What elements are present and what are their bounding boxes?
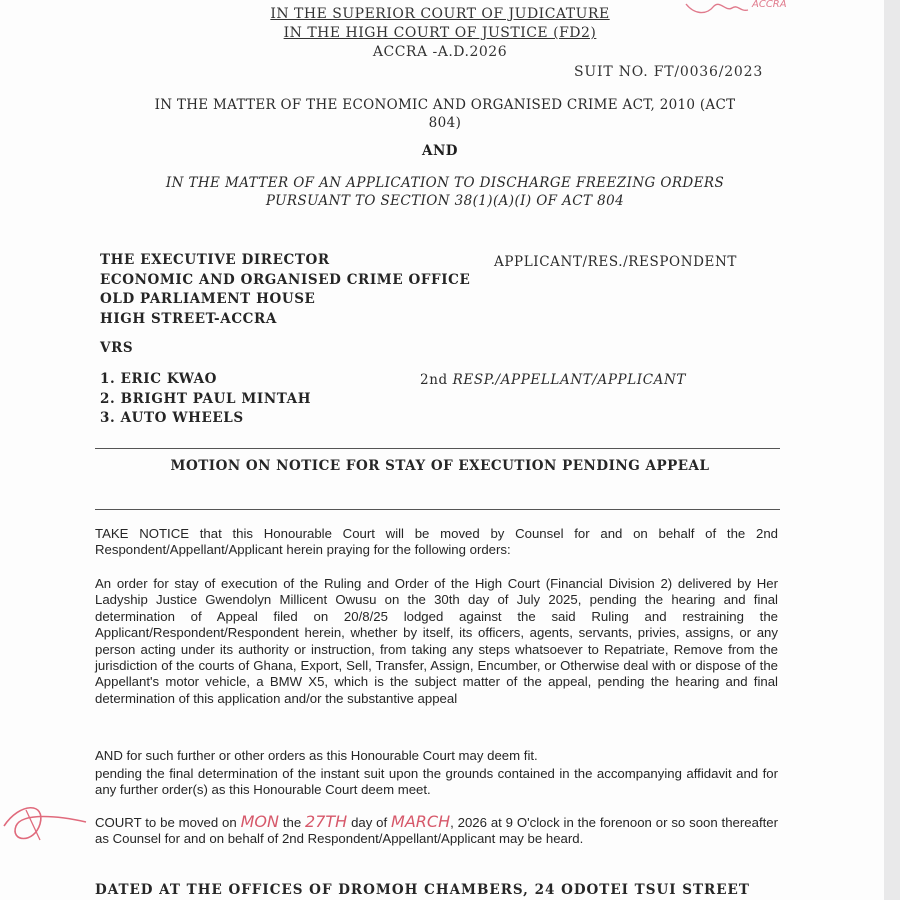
court-moved-rest: , 2026 at 9 O'clock in the forenoon or so soon thereafter as Counsel for and on behalf of 2nd Respondent/Appellant/Applicant may be heard. bbox=[95, 815, 778, 847]
handwritten-day: MON bbox=[240, 812, 279, 831]
and-separator: AND bbox=[421, 143, 459, 159]
respondent-role-prefix: 2nd bbox=[420, 372, 448, 388]
court-header-line1: IN THE SUPERIOR COURT OF JUDICATURE bbox=[270, 6, 610, 22]
dated-line: DATED AT THE OFFICES OF DROMOH CHAMBERS, 24 ODOTEI TSUI STREET bbox=[95, 882, 750, 898]
respondent-role bbox=[420, 372, 686, 388]
respondent-line: 2. BRIGHT PAUL MINTAH bbox=[100, 390, 312, 407]
divider-bottom bbox=[95, 509, 780, 510]
court-header-line3: ACCRA -A.D.2026 bbox=[372, 44, 508, 60]
divider-top bbox=[95, 448, 780, 449]
take-notice-paragraph: TAKE NOTICE that this Honourable Court will be moved by Counsel for and on behalf of the 2nd Respondent/Appellant/Applicant herein praying for the following orders: bbox=[95, 526, 778, 558]
signature-mark bbox=[0, 796, 90, 852]
handwritten-month: MARCH bbox=[391, 812, 451, 831]
court-header-line2: IN THE HIGH COURT OF JUSTICE (FD2) bbox=[283, 25, 597, 41]
respondent-line: 3. AUTO WHEELS bbox=[100, 410, 244, 426]
matter-heading-1-line-b: 804) bbox=[428, 115, 462, 131]
matter-heading-2-line-b: PURSUANT TO SECTION 38(1)(A)(I) OF ACT 804 bbox=[265, 193, 625, 209]
matter-heading-1-line-a: IN THE MATTER OF THE ECONOMIC AND ORGANISED CRIME ACT, 2010 (ACT bbox=[154, 97, 736, 113]
court-moved-day-of: day of bbox=[351, 815, 388, 830]
page-margin bbox=[884, 0, 900, 900]
respondent-role-label: RESP./APPELLANT/APPLICANT bbox=[452, 372, 687, 388]
versus-label: VRS bbox=[100, 340, 134, 356]
further-orders-line: AND for such further or other orders as this Honourable Court may deem fit. bbox=[95, 748, 538, 763]
pending-paragraph: pending the final determination of the instant suit upon the grounds contained in the accompanying affidavit and for any further order(s) as this Honourable Court deem meet. bbox=[95, 766, 778, 798]
applicant-line: THE EXECUTIVE DIRECTOR bbox=[100, 252, 330, 268]
matter-heading-2 bbox=[110, 174, 780, 210]
applicant-line: OLD PARLIAMENT HOUSE bbox=[100, 291, 316, 307]
respondents-block bbox=[100, 370, 311, 429]
applicant-role: APPLICANT/RES./RESPONDENT bbox=[494, 254, 738, 270]
court-moved-intro: COURT to be moved on bbox=[95, 815, 237, 830]
matter-heading-1 bbox=[110, 96, 780, 132]
respondent-line: 1. ERIC KWAO bbox=[100, 371, 218, 387]
court-moved-paragraph bbox=[95, 814, 778, 848]
applicant-block bbox=[100, 251, 470, 329]
motion-title: MOTION ON NOTICE FOR STAY OF EXECUTION PENDING APPEAL bbox=[170, 458, 710, 474]
applicant-line: ECONOMIC AND ORGANISED CRIME OFFICE bbox=[100, 271, 471, 288]
handwritten-date: 27TH bbox=[305, 812, 348, 831]
svg-text:ACCRA: ACCRA bbox=[752, 0, 787, 10]
court-moved-the: the bbox=[282, 815, 302, 830]
suit-number: SUIT NO. FT/0036/2023 bbox=[574, 64, 764, 80]
matter-heading-2-line-a: IN THE MATTER OF AN APPLICATION TO DISCHARGE FREEZING ORDERS bbox=[165, 175, 725, 191]
applicant-line: HIGH STREET-ACCRA bbox=[100, 310, 277, 327]
order-paragraph: An order for stay of execution of the Ruling and Order of the High Court (Financial Division 2) delivered by Her Ladyship Justice Gwendolyn Millicent Owusu on the 30th day of July 2025, pending the hearing and final determination of Appeal filed on 20/8/25 lodged against the said Ruling and restraining the Applicant/Respondent/Respondent herein, whether by itself, its officers, agents, servants, privies, assigns, or any person acting under its authority or instruction, from taking any steps whatsoever to Repatriate, Remove from the jurisdiction of the courts of Ghana, Export, Sell, Transfer, Assign, Encumber, or Otherwise deal with or dispose of the Appellant's motor vehicle, a BMW X5, which is the subject matter of the appeal, pending the hearing and final determination of this application and/or the substantive appeal bbox=[95, 576, 778, 706]
